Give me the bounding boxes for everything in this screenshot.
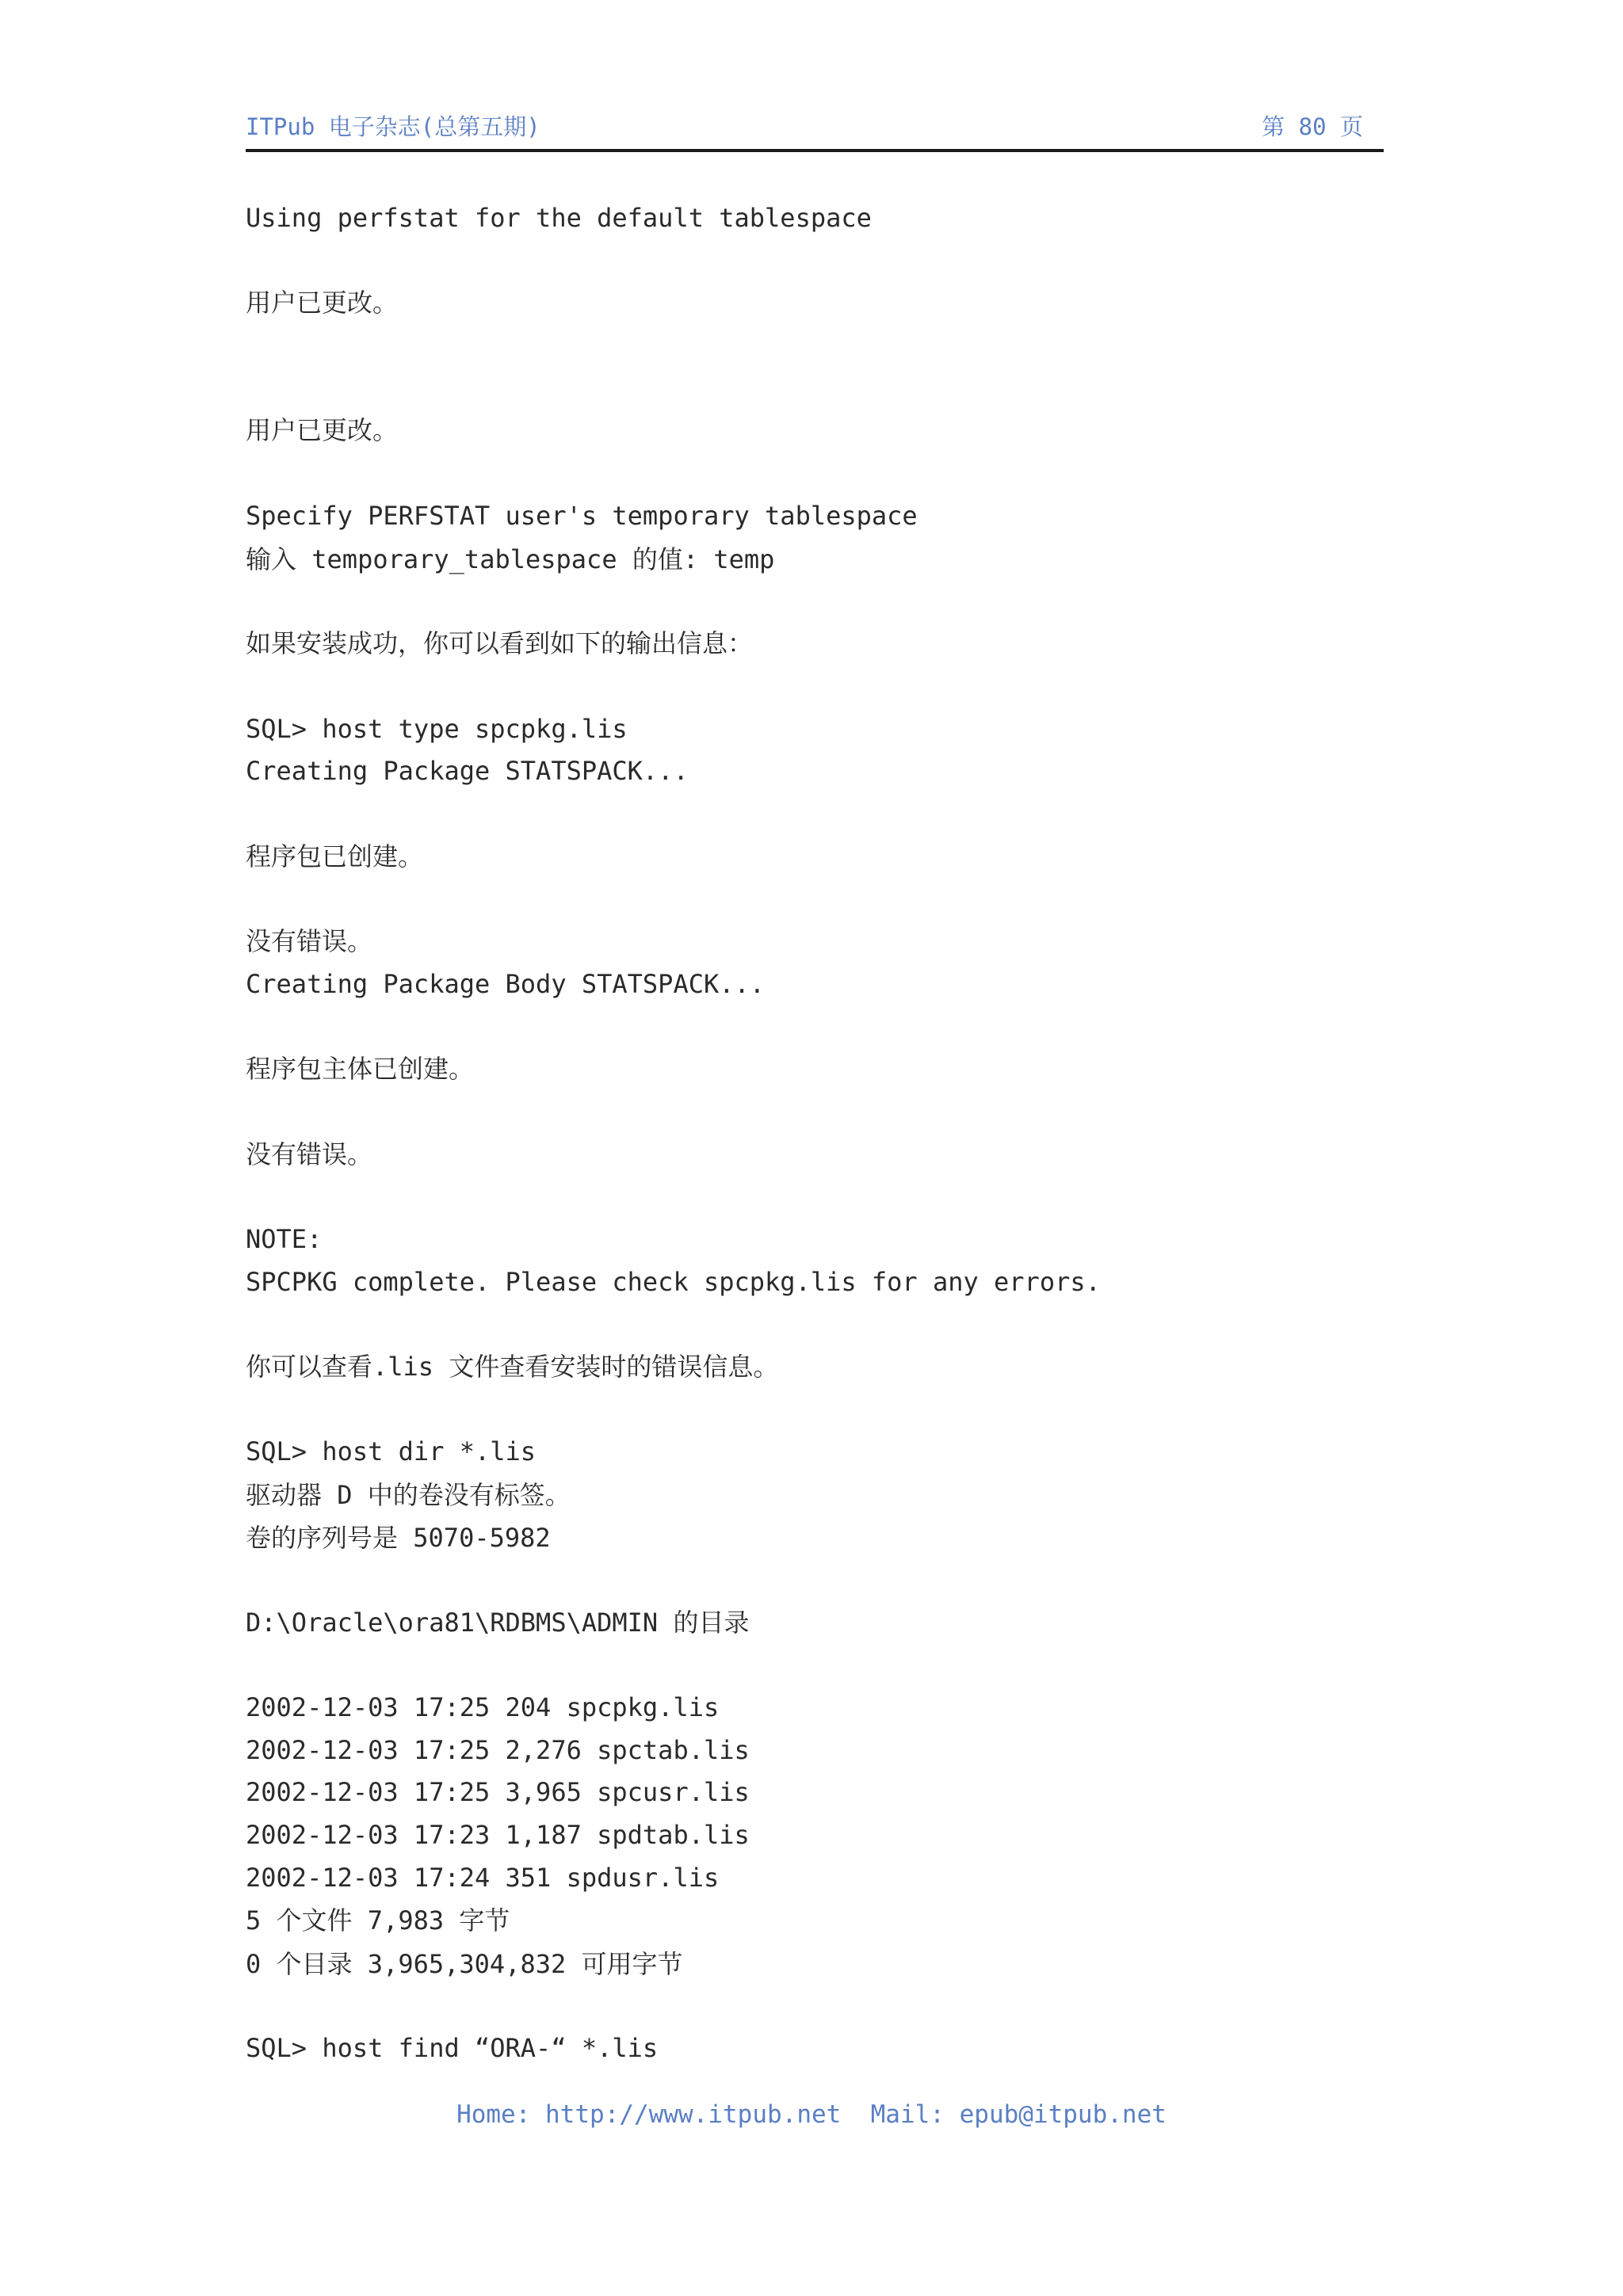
code-line: D:\Oracle\ora81\RDBMS\ADMIN 的目录 [246, 1608, 750, 1638]
code-line: NOTE: [246, 1224, 323, 1254]
page-header [246, 113, 1384, 152]
page-footer: Home: http://www.itpub.net Mail: epub@itpub.net [456, 2100, 1167, 2129]
text-line: 没有错误。 [246, 1139, 373, 1169]
dir-listing-row: 2002-12-03 17:25 2,276 spctab.lis [246, 1735, 750, 1765]
code-line: SQL> host type spcpkg.lis [246, 714, 628, 744]
text-line: 没有错误。 [246, 926, 373, 956]
code-line: SPCPKG complete. Please check spcpkg.lis for any errors. [246, 1267, 1101, 1297]
magazine-title: ITPub 电子杂志(总第五期) [246, 113, 540, 140]
dir-listing-row: 2002-12-03 17:24 351 spdusr.lis [246, 1863, 720, 1893]
code-line: 驱动器 D 中的卷没有标签。 [246, 1480, 571, 1510]
dir-listing-row: 2002-12-03 17:23 1,187 spdtab.lis [246, 1820, 750, 1850]
dir-listing-row: 2002-12-03 17:25 204 spcpkg.lis [246, 1692, 720, 1722]
text-line: Using perfstat for the default tablespace [246, 203, 872, 233]
code-line: SQL> host find “ORA-“ *.lis [246, 2033, 659, 2063]
code-line: Creating Package Body STATSPACK... [246, 969, 766, 999]
text-line: 你可以查看.lis 文件查看安装时的错误信息。 [246, 1352, 779, 1382]
text-line: 程序包主体已创建。 [246, 1054, 475, 1084]
text-line: Specify PERFSTAT user's temporary tablespace [246, 501, 918, 531]
code-line: SQL> host dir *.lis [246, 1436, 537, 1466]
code-line: 卷的序列号是 5070-5982 [246, 1523, 551, 1553]
dir-summary-dirs: 0 个目录 3,965,304,832 可用字节 [246, 1949, 683, 1979]
text-line: 用户已更改。 [246, 288, 399, 318]
text-line: 程序包已创建。 [246, 841, 424, 871]
code-line: Creating Package STATSPACK... [246, 756, 689, 786]
dir-listing-row: 2002-12-03 17:25 3,965 spcusr.lis [246, 1777, 750, 1807]
text-line: 输入 temporary_tablespace 的值: temp [246, 544, 775, 574]
text-line: 如果安装成功，你可以看到如下的输出信息： [246, 628, 754, 658]
page-number: 第 80 页 [1262, 113, 1363, 140]
text-line: 用户已更改。 [246, 415, 399, 445]
dir-summary-files: 5 个文件 7,983 字节 [246, 1905, 510, 1936]
